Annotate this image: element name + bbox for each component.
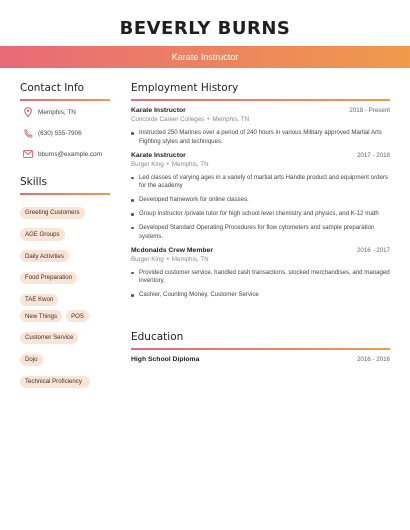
candidate-name: BEVERLY BURNS — [119, 18, 291, 39]
skill-chip: AGE Groups — [20, 228, 65, 240]
job-bullets — [131, 174, 390, 242]
job-title-banner: Karate Instructor — [0, 46, 410, 68]
location-pin-icon — [20, 107, 36, 117]
education-degree: High School Diploma — [131, 356, 200, 363]
skill-chip: New Things — [20, 310, 62, 322]
skill-chip: Technical Proficiency — [20, 376, 90, 388]
contact-email[interactable] — [20, 144, 110, 164]
education-divider — [131, 348, 390, 350]
job-company-line: Concorde Career Colleges • Memphis, TN — [131, 116, 250, 123]
contact-location-text: Memphis, TN — [38, 108, 76, 116]
skill-chip: Daily Activities — [20, 250, 69, 262]
skill-chip: Customer Service — [20, 332, 78, 344]
skills-section-header — [20, 176, 110, 195]
contact-phone — [20, 123, 110, 143]
job-bullet: Cashier, Counting Money, Customer Service — [131, 291, 390, 300]
job-bullet: Instructed 250 Marines over a period of 240 hours in various Military approved Martial Arts Fighting styles and techniques. — [131, 129, 390, 147]
job-dates: 2017 - 2018 — [356, 151, 390, 159]
job-dates: 2018 - Present — [349, 107, 390, 114]
contact-section — [20, 82, 110, 164]
job-bullet: Developed framework for online classes. — [131, 196, 390, 205]
contact-phone-text: (630) 555-7906 — [38, 129, 82, 137]
skills-list — [20, 201, 100, 392]
job-bullets — [131, 129, 390, 147]
employment-section — [131, 82, 390, 305]
contact-heading: Contact Info — [20, 82, 85, 94]
job-bullet: Provided customer service, handled cash transactions, stocked merchandises, and managed inventory. — [131, 269, 390, 287]
employment-divider — [131, 99, 390, 101]
job-location: Memphis, TN — [171, 160, 209, 168]
job-title: Karate Instructor — [131, 151, 186, 159]
job-entry — [131, 152, 390, 242]
job-bullet: Led classes of varying ages in a variety of martial arts Handle product and equipment orders for the academy — [131, 174, 390, 192]
skill-chip: TAE Kwon — [20, 294, 58, 306]
job-company-line: Burger King • Memphis, TN — [131, 255, 209, 263]
skill-chip: Dojo — [20, 354, 43, 366]
skills-heading: Skills — [20, 176, 47, 188]
contact-divider — [20, 99, 110, 101]
job-bullet: Developed Standard Operating Procedures for flow cytometers and sample preparation systems. — [131, 224, 390, 242]
education-entry — [131, 356, 390, 363]
skill-chip: Greeting Customers — [20, 207, 85, 219]
job-entry — [131, 247, 390, 300]
job-dates: 2016 - 2017 — [356, 246, 390, 254]
job-company: Burger King — [131, 255, 164, 263]
job-company: Burger King — [131, 160, 164, 168]
job-location: Memphis, TN — [212, 116, 250, 123]
job-bullets — [131, 269, 390, 300]
phone-icon — [20, 129, 36, 138]
skill-chip: Food Preparation — [20, 272, 77, 284]
employment-heading: Employment History — [131, 82, 239, 94]
job-title: Karate Instructor — [131, 107, 186, 114]
education-section — [131, 331, 390, 363]
education-heading: Education — [131, 331, 184, 343]
job-company-line: Burger King • Memphis, TN — [131, 160, 209, 168]
education-dates: 2016 - 2016 — [356, 356, 390, 363]
job-company: Concorde Career Colleges — [131, 116, 205, 123]
job-bullet: Group instructor /private tutor for high school level chemistry and physics, and K-12 math — [131, 210, 390, 219]
contact-email-text[interactable]: bburns@example.com — [38, 150, 103, 158]
job-title: Mcdonalds Crew Member — [131, 246, 213, 254]
email-icon — [20, 150, 36, 158]
skill-chip: POS — [66, 310, 89, 322]
job-entry — [131, 107, 390, 147]
job-location: Memphis, TN — [171, 255, 209, 263]
contact-location — [20, 102, 110, 122]
skills-divider — [20, 193, 110, 195]
